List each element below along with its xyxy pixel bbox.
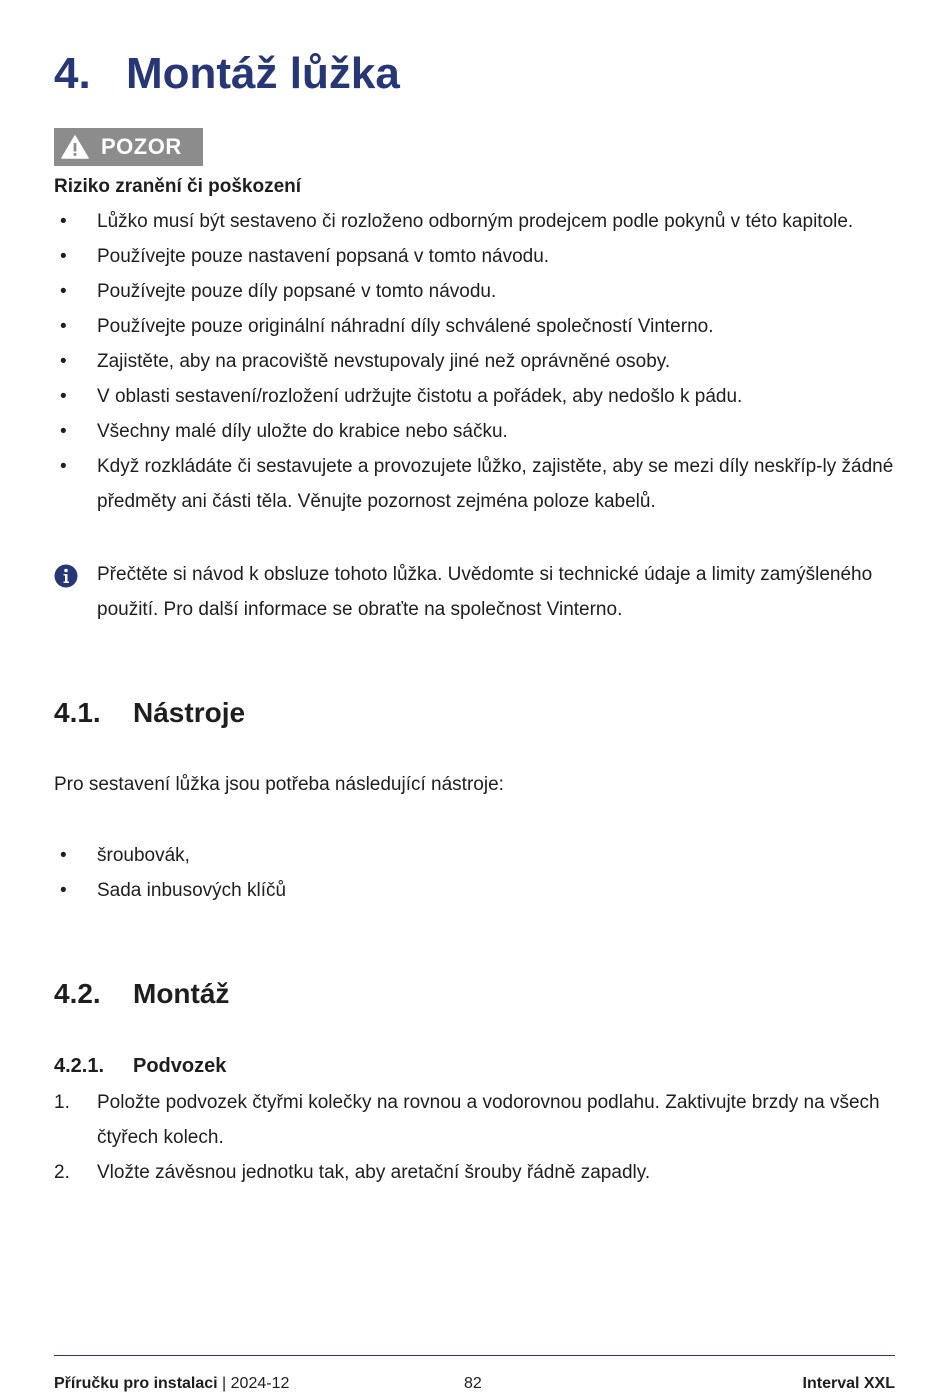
list-item: • Když rozkládáte či sestavujete a provozujete lůžko, zajistěte, aby se mezi díly neskříp-ly žádné předměty ani části těla. Věnujte pozornost zejména poloze kabelů.	[60, 456, 894, 512]
tools-intro: Pro sestavení lůžka jsou potřeba následující nástroje:	[54, 774, 504, 795]
warning-heading: Riziko zranění či poškození	[54, 176, 302, 197]
tools-list	[0, 838, 907, 908]
list-item: • Lůžko musí být sestaveno či rozloženo odborným prodejcem podle pokynů v této kapitole.	[60, 211, 854, 232]
list-item: • Sada inbusových klíčů	[60, 880, 287, 901]
list-item: • Zajistěte, aby na pracoviště nevstupovaly jiné než oprávněné osoby.	[60, 351, 671, 372]
warning-list	[0, 204, 907, 519]
warning-triangle-icon	[61, 135, 89, 159]
caution-badge	[54, 128, 203, 166]
list-item: • Používejte pouze nastavení popsaná v tomto návodu.	[60, 246, 550, 267]
info-circle-icon	[54, 564, 78, 593]
list-item: • Používejte pouze díly popsané v tomto návodu.	[60, 281, 497, 302]
list-item: • Používejte pouze originální náhradní díly schválené společností Vinterno.	[60, 316, 714, 337]
product-name: Interval XXL	[802, 1375, 895, 1392]
chapter-title	[54, 46, 400, 102]
list-item: • V oblasti sestavení/rozložení udržujte čistotu a pořádek, aby nedošlo k pádu.	[60, 386, 743, 407]
section-title-tools: 4.1. Nástroje	[54, 697, 246, 728]
footer-divider	[54, 1355, 895, 1356]
caution-label: POZOR	[101, 134, 182, 159]
list-item: • šroubovák,	[60, 845, 190, 866]
step-item: 1. Položte podvozek čtyřmi kolečky na rovnou a vodorovnou podlahu. Zaktivujte brzdy na všech čtyřech kolech.	[54, 1092, 880, 1148]
info-note	[54, 557, 904, 627]
page-footer	[54, 1372, 895, 1396]
assembly-steps	[0, 1085, 907, 1190]
list-item: • Všechny malé díly uložte do krabice nebo sáčku.	[60, 421, 508, 442]
step-item: 2. Vložte závěsnou jednotku tak, aby aretační šrouby řádně zapadly.	[54, 1162, 651, 1183]
footer-doc-info: Příručku pro instalaci | 2024-12	[54, 1375, 290, 1392]
chapter-number: 4.	[54, 49, 91, 98]
info-note-text: Přečtěte si návod k obsluze tohoto lůžka. Uvědomte si technické údaje a limity zamýšleného použití. Pro další informace se obraťte na společnost Vinterno.	[97, 564, 873, 620]
page-number: 82	[464, 1375, 482, 1392]
section-title-assembly: 4.2. Montáž	[54, 978, 230, 1009]
subsection-title-chassis: 4.2.1. Podvozek	[54, 1055, 227, 1077]
chapter-title-text: Montáž lůžka	[126, 49, 400, 98]
